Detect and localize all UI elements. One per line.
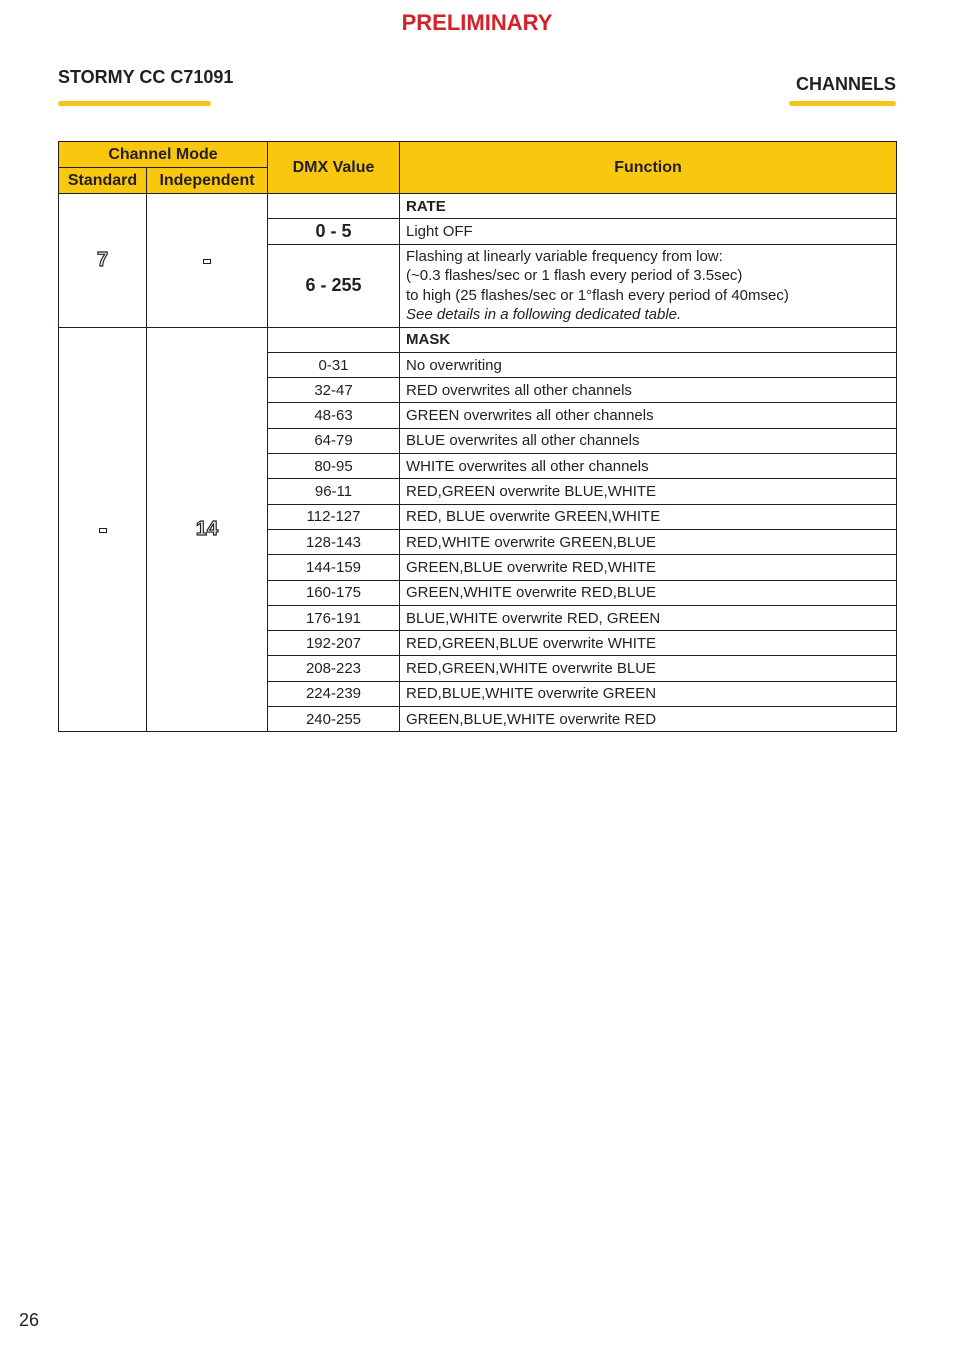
header-dmx-value: DMX Value — [268, 142, 400, 194]
mask-function: GREEN overwrites all other channels — [400, 403, 897, 428]
mask-function: RED,BLUE,WHITE overwrite GREEN — [400, 681, 897, 706]
model-underline — [58, 101, 211, 106]
rate-function-line-1: Flashing at linearly variable frequency from low: — [406, 247, 723, 265]
mask-dmx: 80-95 — [268, 454, 400, 479]
mask-independent-channel — [147, 327, 268, 732]
mask-function: No overwriting — [400, 352, 897, 377]
mask-dmx: 64-79 — [268, 428, 400, 453]
header-independent: Independent — [147, 168, 268, 194]
rate-dmx-1: 6 - 255 — [268, 244, 400, 327]
rate-standard-channel — [59, 194, 147, 328]
mask-dmx: 32-47 — [268, 378, 400, 403]
mask-dmx: 96-11 — [268, 479, 400, 504]
preliminary-label: PRELIMINARY — [401, 10, 553, 35]
rate-function-note: See details in a following dedicated table. — [406, 306, 682, 324]
mask-standard-channel — [59, 327, 147, 732]
model-title: STORMY CC C71091 — [58, 67, 234, 87]
mask-function: GREEN,WHITE overwrite RED,BLUE — [400, 580, 897, 605]
channels-table — [58, 141, 897, 732]
header-function: Function — [400, 142, 897, 194]
rate-independent-dash — [203, 259, 211, 264]
mask-title-dmx — [268, 327, 400, 352]
rate-standard-number: 7 — [96, 248, 109, 271]
mask-title: MASK — [400, 327, 897, 352]
mask-function: BLUE,WHITE overwrite RED, GREEN — [400, 605, 897, 630]
header-channel-mode: Channel Mode — [59, 142, 268, 168]
rate-title: RATE — [400, 194, 897, 219]
mask-dmx: 208-223 — [268, 656, 400, 681]
rate-function-1 — [400, 244, 897, 327]
mask-dmx: 0-31 — [268, 352, 400, 377]
page-number: 26 — [19, 1310, 40, 1330]
mask-standard-dash — [99, 528, 107, 533]
mask-function: RED overwrites all other channels — [400, 378, 897, 403]
mask-dmx: 128-143 — [268, 529, 400, 554]
rate-function-line-2: (~0.3 flashes/sec or 1 flash every period of 3.5sec) — [406, 267, 743, 285]
header-standard: Standard — [59, 168, 147, 194]
mask-dmx: 192-207 — [268, 631, 400, 656]
rate-function-0: Light OFF — [400, 219, 897, 244]
mask-function: RED,GREEN,WHITE overwrite BLUE — [400, 656, 897, 681]
mask-dmx: 176-191 — [268, 605, 400, 630]
mask-function: RED,WHITE overwrite GREEN,BLUE — [400, 529, 897, 554]
mask-dmx: 240-255 — [268, 707, 400, 732]
mask-function: RED, BLUE overwrite GREEN,WHITE — [400, 504, 897, 529]
mask-function: RED,GREEN overwrite BLUE,WHITE — [400, 479, 897, 504]
section-underline — [789, 101, 896, 106]
section-title: CHANNELS — [795, 74, 896, 94]
mask-dmx: 48-63 — [268, 403, 400, 428]
mask-dmx: 160-175 — [268, 580, 400, 605]
mask-function: GREEN,BLUE overwrite RED,WHITE — [400, 555, 897, 580]
mask-independent-number: 14 — [195, 517, 219, 540]
mask-dmx: 112-127 — [268, 504, 400, 529]
mask-function: RED,GREEN,BLUE overwrite WHITE — [400, 631, 897, 656]
mask-dmx: 144-159 — [268, 555, 400, 580]
mask-function: WHITE overwrites all other channels — [400, 454, 897, 479]
rate-title-dmx — [268, 194, 400, 219]
rate-independent-channel — [147, 194, 268, 328]
mask-function: GREEN,BLUE,WHITE overwrite RED — [400, 707, 897, 732]
mask-function: BLUE overwrites all other channels — [400, 428, 897, 453]
mask-dmx: 224-239 — [268, 681, 400, 706]
rate-dmx-0: 0 - 5 — [268, 219, 400, 244]
rate-function-line-3: to high (25 flashes/sec or 1°flash every period of 40msec) — [406, 286, 789, 304]
